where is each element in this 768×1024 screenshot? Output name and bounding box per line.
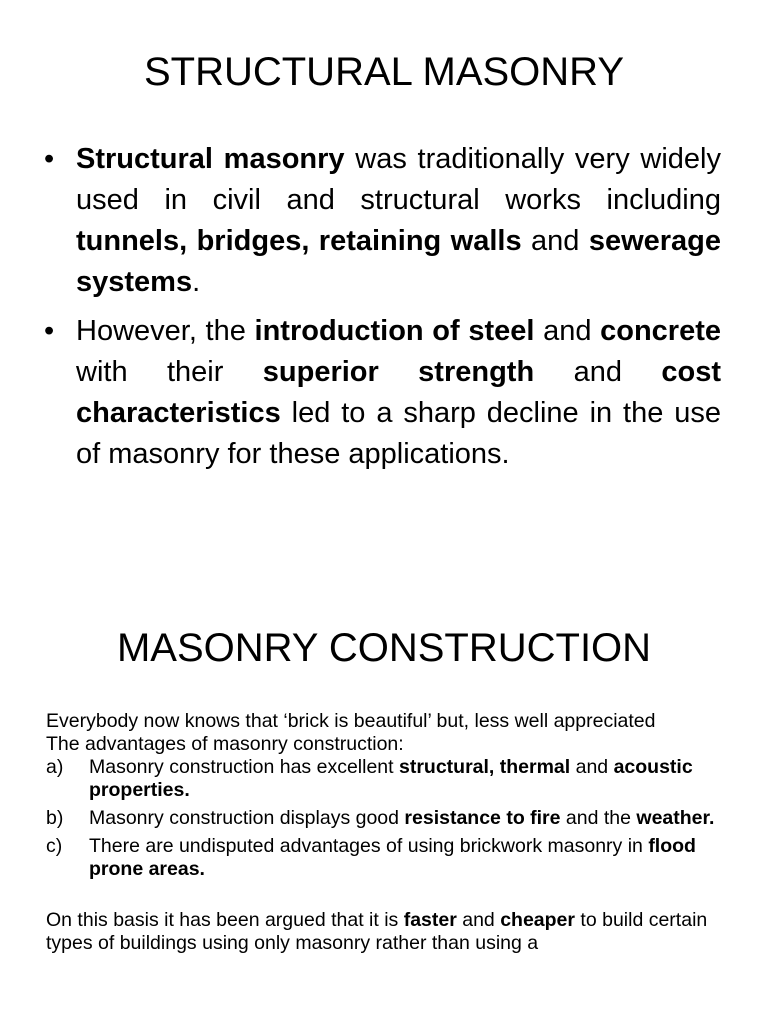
body-text: On this basis it has been argued that it is bbox=[46, 909, 404, 931]
bold-text: tunnels, bridges, retaining walls bbox=[76, 225, 522, 257]
list-item bbox=[46, 756, 726, 802]
bold-text: sewerage systems bbox=[76, 225, 722, 298]
bold-text: cheaper bbox=[500, 909, 575, 931]
bullet-item bbox=[44, 311, 721, 475]
bullet-list bbox=[44, 139, 721, 483]
body-text: Masonry construction displays good bbox=[89, 807, 405, 829]
body-text: and bbox=[534, 356, 662, 388]
body-text: There are undisputed advantages of using brickwork masonry in bbox=[89, 835, 649, 857]
bold-text: superior strength bbox=[262, 356, 535, 388]
bold-text: cost characteristics bbox=[76, 356, 721, 429]
body-text: and bbox=[570, 756, 614, 778]
body-text: and bbox=[456, 909, 501, 931]
list-marker: b) bbox=[46, 807, 64, 829]
body-text: and bbox=[521, 225, 589, 257]
bullet-dot-icon: • bbox=[44, 315, 55, 347]
body-text: with their bbox=[76, 356, 263, 388]
bold-text: introduction of steel bbox=[254, 315, 535, 347]
bold-text: acoustic properties. bbox=[89, 756, 693, 801]
advantages-list bbox=[46, 756, 726, 881]
slide-masonry-construction bbox=[0, 588, 768, 1024]
list-item bbox=[46, 835, 726, 881]
bold-text: faster bbox=[403, 909, 457, 931]
body-text: Masonry construction has excellent bbox=[89, 756, 399, 778]
body-text: to build certain types of buildings using only masonry rather than using a bbox=[46, 909, 708, 954]
body-text: However, the bbox=[76, 315, 255, 347]
body-text: was traditionally very widely used in civil and structural works including bbox=[76, 143, 721, 216]
bold-text: structural, thermal bbox=[398, 756, 571, 778]
body-text: and bbox=[534, 315, 601, 347]
body-text: . bbox=[192, 266, 201, 298]
slide-title: STRUCTURAL MASONRY bbox=[143, 50, 625, 94]
bullet-dot-icon: • bbox=[44, 143, 55, 175]
list-marker: a) bbox=[46, 756, 64, 778]
closing-text bbox=[46, 909, 726, 955]
bold-text: resistance to fire bbox=[404, 807, 561, 829]
bold-text: flood prone areas. bbox=[89, 835, 696, 880]
advantages-heading: The advantages of masonry construction: bbox=[46, 733, 404, 755]
spacer bbox=[46, 886, 726, 909]
list-marker: c) bbox=[46, 835, 63, 857]
bold-text: concrete bbox=[600, 315, 721, 347]
slide-title: MASONRY CONSTRUCTION bbox=[116, 626, 652, 670]
body-text: and the bbox=[560, 807, 637, 829]
bullet-item bbox=[44, 139, 721, 303]
bold-text: Structural masonry bbox=[76, 143, 345, 175]
body-text: led to a sharp decline in the use of masonry for these applications. bbox=[76, 397, 721, 470]
bold-text: weather. bbox=[636, 807, 715, 829]
intro-text: Everybody now knows that ‘brick is beautiful’ but, less well appreciated bbox=[46, 710, 656, 732]
slide-body bbox=[46, 710, 726, 955]
list-item bbox=[46, 807, 726, 830]
